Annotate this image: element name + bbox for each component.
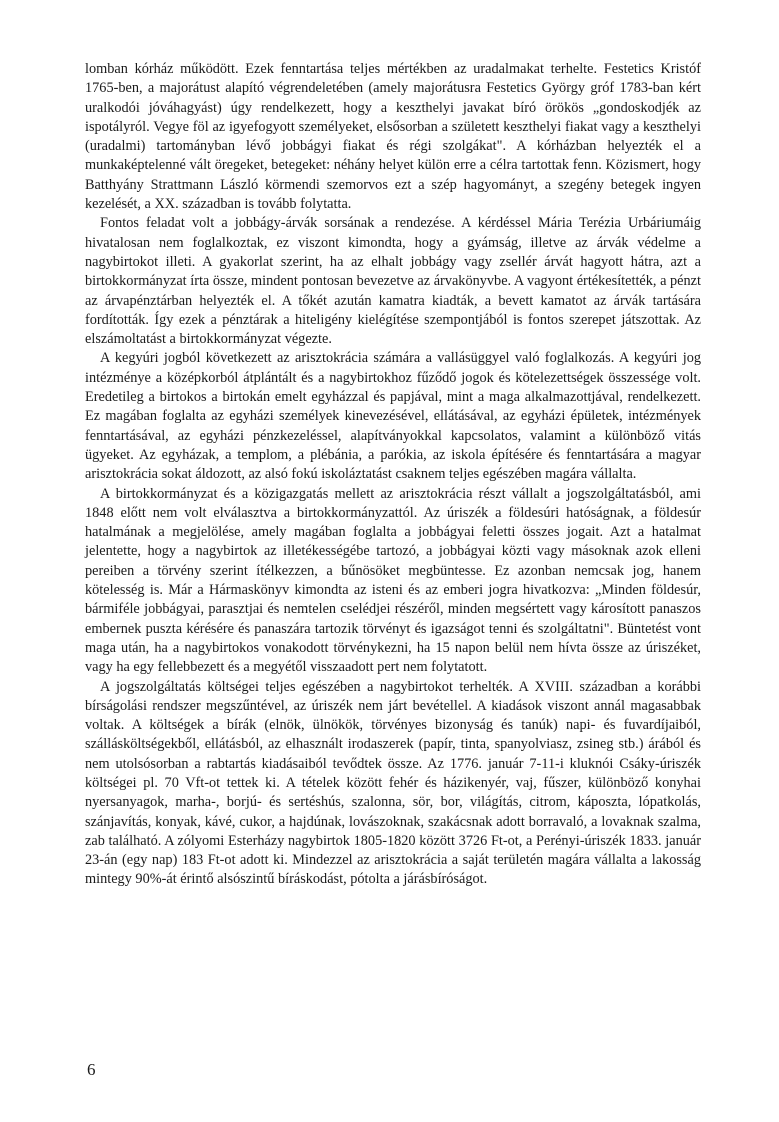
paragraph-hospital: lomban kórház működött. Ezek fenntartása teljes mértékben az uradalmakat terhelte. Festetics Kristóf 1765-ben, a majorátust alapító végrendeletében (amely majorátusra Festetics György gróf 1783-ban kért uralkodói jóváhagyást) úgy rendelkezett, hogy a keszthelyi javakat bíró örökös „gondoskodjék az ispotályról. Vegye föl az igyefogyott személyeket, elsősorban a született keszthelyi fiakat vagy a keszthelyi (uradalmi) tartományban lévő jobbágyi fiakat és régi szolgákat". A kórházban helyezték el a munkaképtelenné vált öregeket, betegeket: néhány helyet külön erre a célra tartottak fenn. Közismert, hogy Batthyány Strattmann László körmendi szemorvos ezt a szép hagyományt, a szegény betegek ingyen kezelését, a XX. században is tovább folytatta. xyxy=(85,61,701,213)
paragraph-patronage: A kegyúri jogból következett az arisztokrácia számára a vallásüggyel való foglalkozás. A kegyúri jog intézménye a középkorból átplántált és a nagybirtokhoz fűződő jogok és kötelezettségek összessége volt. Eredetileg a birtokos a birtokán emelt egyházzal és papjával, mint a maga alkalmazottjával, rendelkezett. Ez magában foglalta az egyházi személyek kinevezésével, ellátásával, az egyházi épületek, intézmények fenntartásával, az egyházi pénzkezeléssel, alapítványokkal kapcsolatos, valamint a különböző vitás ügyeket. Az egyházak, a templom, a plébánia, a parókia, az iskola építésére és fenntartására a magyar arisztokrácia sokat áldozott, az alsó fokú iskoláztatást csaknem teljes egészében magára vállalta. xyxy=(85,350,701,483)
paragraph-jurisdiction: A birtokkormányzat és a közigazgatás mellett az arisztokrácia részt vállalt a jogszolgáltatásból, ami 1848 előtt nem volt elválasztva a birtokkormányzattól. Az úriszék a földesúri hatóságnak, a földesúr hatalmának a megjelölése, amely magában foglalta a jobbágyai feletti összes jogait. Azt a hatalmat jelentette, hogy a nagybirtok az illetékességébe tartozó, a jobbágyai közti vagy másoknak azok elleni pereiben a törvény szerint ítélkezzen, a bűnösöket megbüntesse. Ez azonban nemcsak jog, hanem kötelesség is. Már a Hármaskönyv kimondta az isteni és az emberi jogra hivatkozva: „Minden földesúr, bármiféle jobbágyai, parasztjai és nemtelen cselédjei részéről, minden megsértett vagy károsított panaszos embernek puszta kérésére és panaszára tartozik törvényt és igazságot tenni és szolgáltatni". Büntetést vont maga után, ha a nagybirtokos vonakodott törvénykezni, ha 15 napon belül nem hívta össze az úriszéket, vagy ha egy fellebbezett és a megyétől visszaadott pert nem folytatott. xyxy=(85,485,701,676)
page-body xyxy=(85,60,701,890)
paragraph-court-costs: A jogszolgáltatás költségei teljes egészében a nagybirtokot terhelték. A XVIII. században a korábbi bírságolási rendszer megszűntével, az úriszék nem járt bevétellel. A kiadások viszont annál magasabbak voltak. A költségek a bírák (elnök, ülnökök, törvényes bizonyság és tanúk) napi- és fuvardíjaiból, szállásköltségekből, ellátásból, az elhasznált irodaszerek (papír, tinta, spanyolviasz, zsineg stb.) árából és nem utolsósorban a rabtartás kiadásaiból tevődtek össze. Az 1776. január 7-11-i kluknói Csáky-úriszék költségei pl. 70 Vft-ot tettek ki. A tételek között fehér és házikenyér, vaj, fűszer, különböző konyhai nyersanyagok, marha-, borjú- és sertéshús, szalonna, sör, bor, világítás, citrom, káposzta, lópatkolás, szánjavítás, konyak, kávé, cukor, a hajdúnak, lovászoknak, szakácsnak adott borravaló, a lovaknak szalma, zab található. A zólyomi Esterházy nagybirtok 1805-1820 között 3726 Ft-ot, a Perényi-úriszék 1833. január 23-án (egy nap) 183 Ft-ot adott ki. Mindezzel az arisztokrácia a saját területén magára vállalta a lakosság mintegy 90%-át érintő alsószintű bíráskodást, pótolta a járásbíróságot. xyxy=(85,678,701,888)
paragraph-orphans: Fontos feladat volt a jobbágy-árvák sorsának a rendezése. A kérdéssel Mária Terézia Urbáriumáig hivatalosan nem foglalkoztak, ez viszont kimondta, hogy a gyámság, illetve az árvák védelme a nagybirtokot illeti. A gyakorlat szerint, ha az elhalt jobbágy vagy zsellér árvát hagyott hátra, azt a birtokkormányzat írta össze, mindent pontosan bevezetve az árvakönyvbe. A vagyont értékesítették, a pénzt az árvapénztárban helyezték el. A tőkét azután kamatra kiadták, a bevett kamatot az árvák tartására fordították. Így ezek a pénztárak a hiteligény kielégítése szempontjából is fontos szerepet játszottak. Az elszámoltatást a birtokkormányzat végezte. xyxy=(85,215,701,348)
page-number: 6 xyxy=(87,1060,96,1079)
